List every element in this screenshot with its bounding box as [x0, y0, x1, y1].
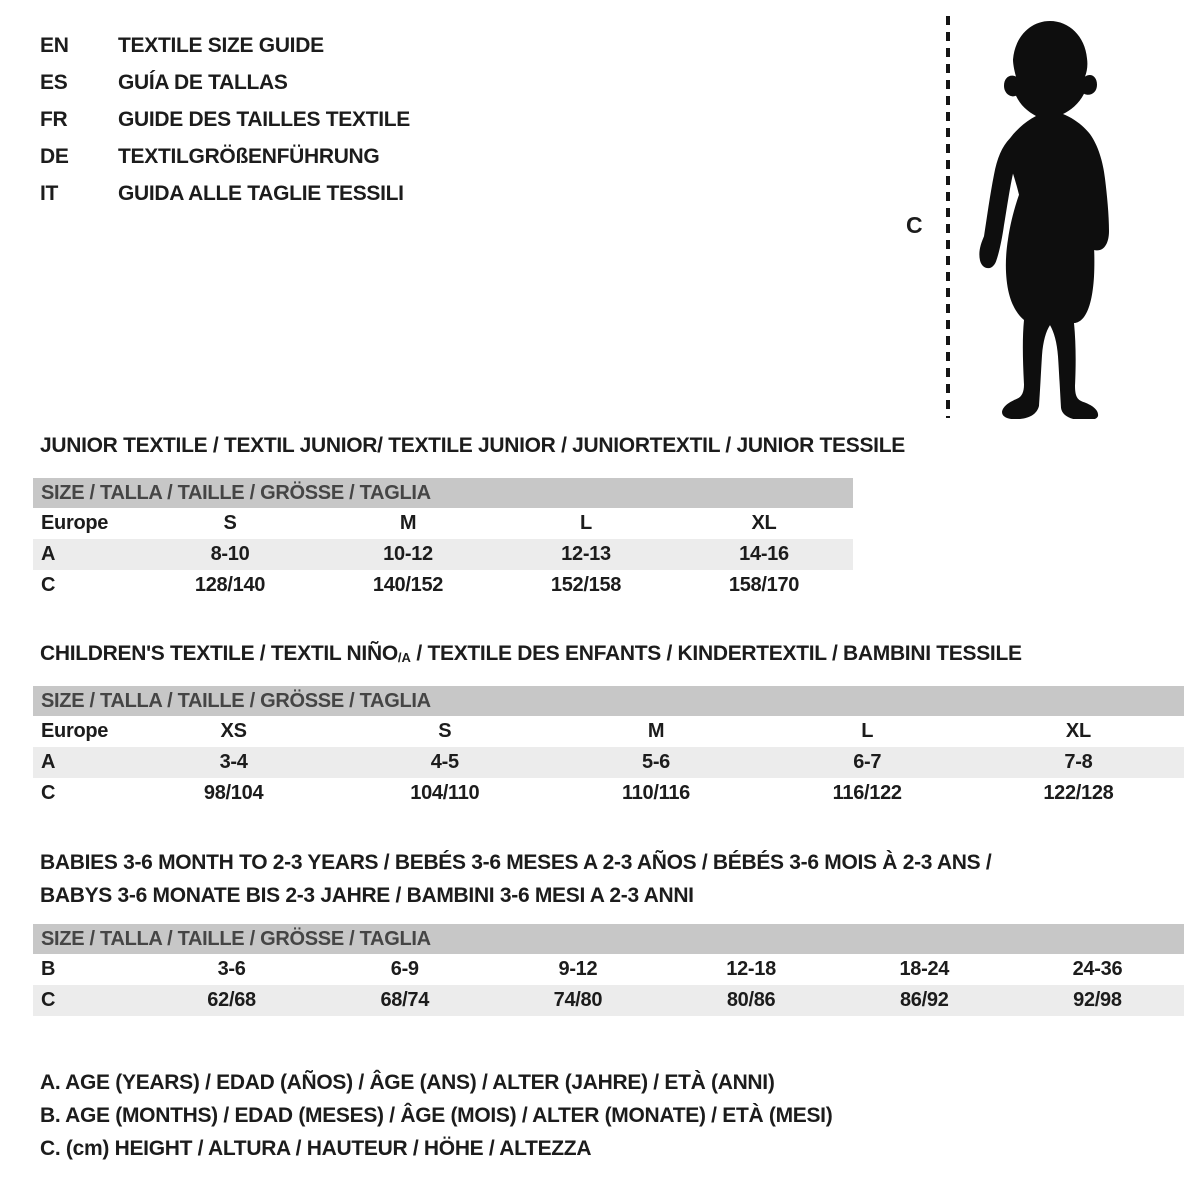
junior-section-title: JUNIOR TEXTILE / TEXTIL JUNIOR/ TEXTILE JUNIOR / JUNIORTEXTIL / JUNIOR TESSILE — [40, 434, 905, 457]
language-label: GUIDE DES TAILLES TEXTILE — [118, 108, 410, 131]
size-cell: 18-24 — [899, 958, 950, 980]
row-label: A — [41, 543, 56, 565]
size-cell: 3-6 — [217, 958, 246, 980]
table-row — [33, 539, 853, 570]
size-cell: 86/92 — [899, 989, 949, 1011]
size-cell: 92/98 — [1073, 989, 1122, 1011]
size-cell: 140/152 — [372, 574, 444, 596]
size-cell: 152/158 — [550, 574, 622, 596]
table-row — [33, 747, 1184, 778]
babies-title-line2: BABYS 3-6 MONATE BIS 2-3 JAHRE / BAMBINI 3-6 MESI A 2-3 ANNI — [40, 884, 694, 907]
table-row — [33, 716, 1184, 747]
language-list — [40, 27, 410, 212]
row-label: C — [41, 574, 56, 596]
babies-size-table — [33, 924, 1184, 1016]
language-row — [40, 27, 410, 64]
language-row — [40, 175, 410, 212]
size-cell: 5-6 — [642, 751, 671, 773]
size-cell: 24-36 — [1072, 958, 1123, 980]
size-cell: 14-16 — [739, 543, 789, 565]
children-title-text: / TEXTILE DES ENFANTS / KINDERTEXTIL / BAMBINI TESSILE — [410, 642, 1022, 665]
size-cell: 80/86 — [726, 989, 776, 1011]
size-cell: 122/128 — [1043, 782, 1114, 804]
children-title-text: CHILDREN'S TEXTILE / TEXTIL NIÑO — [40, 642, 398, 665]
size-cell: 68/74 — [380, 989, 430, 1011]
legend-line-c: C. (cm) HEIGHT / ALTURA / HAUTEUR / HÖHE / ALTEZZA — [40, 1137, 592, 1160]
height-measure-dashed-line — [946, 16, 950, 418]
babies-section-title — [40, 846, 991, 912]
language-row — [40, 101, 410, 138]
table-row — [33, 778, 1184, 809]
row-label: A — [41, 751, 56, 773]
size-cell: 62/68 — [207, 989, 256, 1011]
table-row — [33, 508, 853, 539]
children-section-title — [40, 642, 1022, 666]
size-cell: 6-7 — [853, 751, 882, 773]
size-cell: 158/170 — [728, 574, 800, 596]
children-title-subscript: /A — [397, 650, 411, 665]
language-code: DE — [40, 145, 69, 168]
row-label: B — [41, 958, 56, 980]
language-code: FR — [40, 108, 68, 131]
size-cell: 7-8 — [1064, 751, 1093, 773]
row-label: C — [41, 782, 56, 804]
size-cell: 3-4 — [219, 751, 248, 773]
table-header: SIZE / TALLA / TAILLE / GRÖSSE / TAGLIA — [33, 478, 853, 508]
language-label: TEXTILE SIZE GUIDE — [118, 34, 324, 57]
language-code: EN — [40, 34, 69, 57]
size-cell: 98/104 — [203, 782, 264, 804]
children-size-table — [33, 686, 1184, 809]
size-cell: 6-9 — [390, 958, 419, 980]
size-cell: 104/110 — [410, 782, 480, 804]
row-label: Europe — [41, 512, 109, 534]
size-cell: M — [647, 720, 665, 742]
table-header: SIZE / TALLA / TAILLE / GRÖSSE / TAGLIA — [33, 924, 1184, 954]
size-cell: L — [580, 512, 592, 534]
table-row — [33, 954, 1184, 985]
size-cell: XL — [751, 512, 777, 534]
table-row — [33, 570, 853, 601]
size-cell: 74/80 — [553, 989, 603, 1011]
measurement-legend — [40, 1066, 832, 1165]
size-cell: M — [399, 512, 417, 534]
legend-line-b: B. AGE (MONTHS) / EDAD (MESES) / ÂGE (MOIS) / ALTER (MONATE) / ETÀ (MESI) — [40, 1104, 833, 1127]
size-cell: XL — [1065, 720, 1091, 742]
language-label: GUIDA ALLE TAGLIE TESSILI — [118, 182, 404, 205]
junior-size-table — [33, 478, 853, 601]
language-label: GUÍA DE TALLAS — [118, 71, 288, 94]
language-label: TEXTILGRÖßENFÜHRUNG — [118, 145, 380, 168]
babies-title-line1: BABIES 3-6 MONTH TO 2-3 YEARS / BEBÉS 3-6 MESES A 2-3 AÑOS / BÉBÉS 3-6 MOIS À 2-3 ANS / — [40, 851, 992, 874]
size-cell: 110/116 — [622, 782, 690, 804]
language-code: ES — [40, 71, 68, 94]
size-cell: S — [438, 720, 452, 742]
size-cell: S — [223, 512, 237, 534]
row-label: C — [41, 989, 56, 1011]
size-cell: 9-12 — [558, 958, 598, 980]
size-cell: XS — [220, 720, 247, 742]
toddler-silhouette-image — [966, 15, 1136, 419]
table-row — [33, 985, 1184, 1016]
row-label: Europe — [41, 720, 109, 742]
language-row — [40, 138, 410, 175]
size-cell: 116/122 — [832, 782, 902, 804]
size-cell: 12-18 — [726, 958, 776, 980]
size-cell: 12-13 — [561, 543, 611, 565]
size-cell: L — [861, 720, 874, 742]
legend-line-a: A. AGE (YEARS) / EDAD (AÑOS) / ÂGE (ANS) / ALTER (JAHRE) / ETÀ (ANNI) — [40, 1071, 775, 1094]
size-cell: 8-10 — [210, 543, 250, 565]
height-measure-label: C — [906, 212, 923, 238]
language-code: IT — [40, 182, 59, 205]
size-cell: 128/140 — [194, 574, 266, 596]
language-row — [40, 64, 410, 101]
table-header: SIZE / TALLA / TAILLE / GRÖSSE / TAGLIA — [33, 686, 1184, 716]
size-cell: 10-12 — [383, 543, 433, 565]
size-cell: 4-5 — [430, 751, 459, 773]
